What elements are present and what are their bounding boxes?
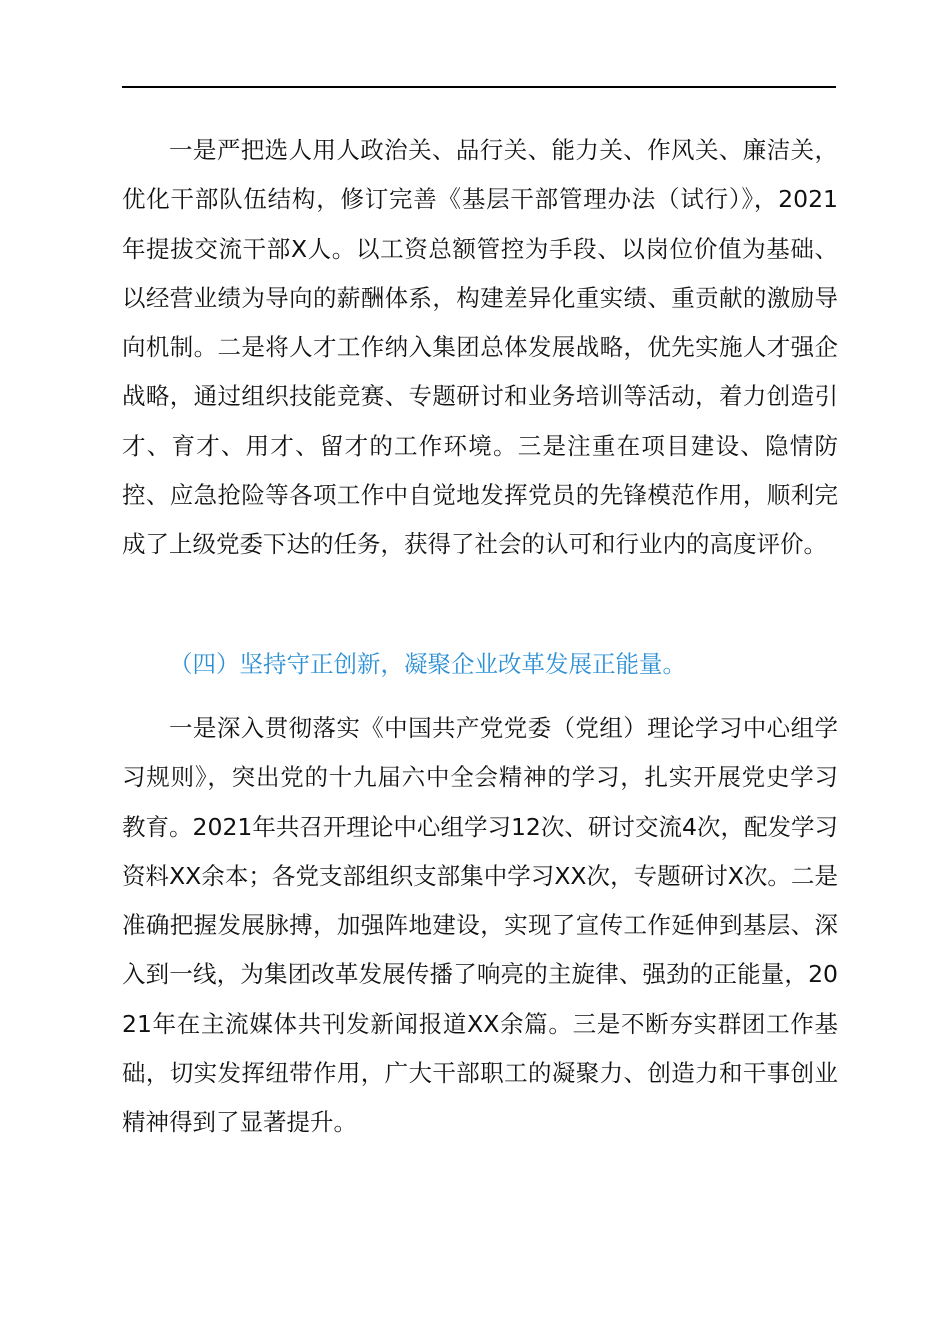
body-paragraph-1: 一是严把选人用人政治关、品行关、能力关、作风关、廉洁关，优化干部队伍结构，修订完善《基层干部管理办法（试行）》，2021年提拔交流干部X人。以工资总额管控为手段、以岗位价值为基础、以经营业绩为导向的薪酬体系，构建差异化重实绩、重贡献的激励导向机制。二是将人才工作纳入集团总体发展战略，优先实施人才强企战略，通过组织技能竞赛、专题研讨和业务培训等活动，着力创造引才、育才、用才、留才的工作环境。三是注重在项目建设、隐情防控、应急抢险等各项工作中自觉地发挥党员的先锋模范作用，顺利完成了上级党委下达的任务，获得了社会的认可和行业内的高度评价。 xyxy=(122,136,838,559)
section-heading: （四）坚持守正创新，凝聚企业改革发展正能量。 xyxy=(169,650,686,678)
header-rule xyxy=(122,86,836,88)
body-paragraph-2: 一是深入贯彻落实《中国共产党党委（党组）理论学习中心组学习规则》，突出党的十九届六中全会精神的学习，扎实开展党史学习教育。2021年共召开理论中心组学习12次、研讨交流4次，配发学习资料XX余本；各党支部组织支部集中学习XX次，专题研讨X次。二是准确把握发展脉搏，加强阵地建设，实现了宣传工作延伸到基层、深入到一线，为集团改革发展传播了响亮的主旋律、强劲的正能量，2021年在主流媒体共刊发新闻报道XX余篇。三是不断夯实群团工作基础，切实发挥纽带作用，广大干部职工的凝聚力、创造力和干事创业精神得到了显著提升。 xyxy=(122,714,838,1137)
